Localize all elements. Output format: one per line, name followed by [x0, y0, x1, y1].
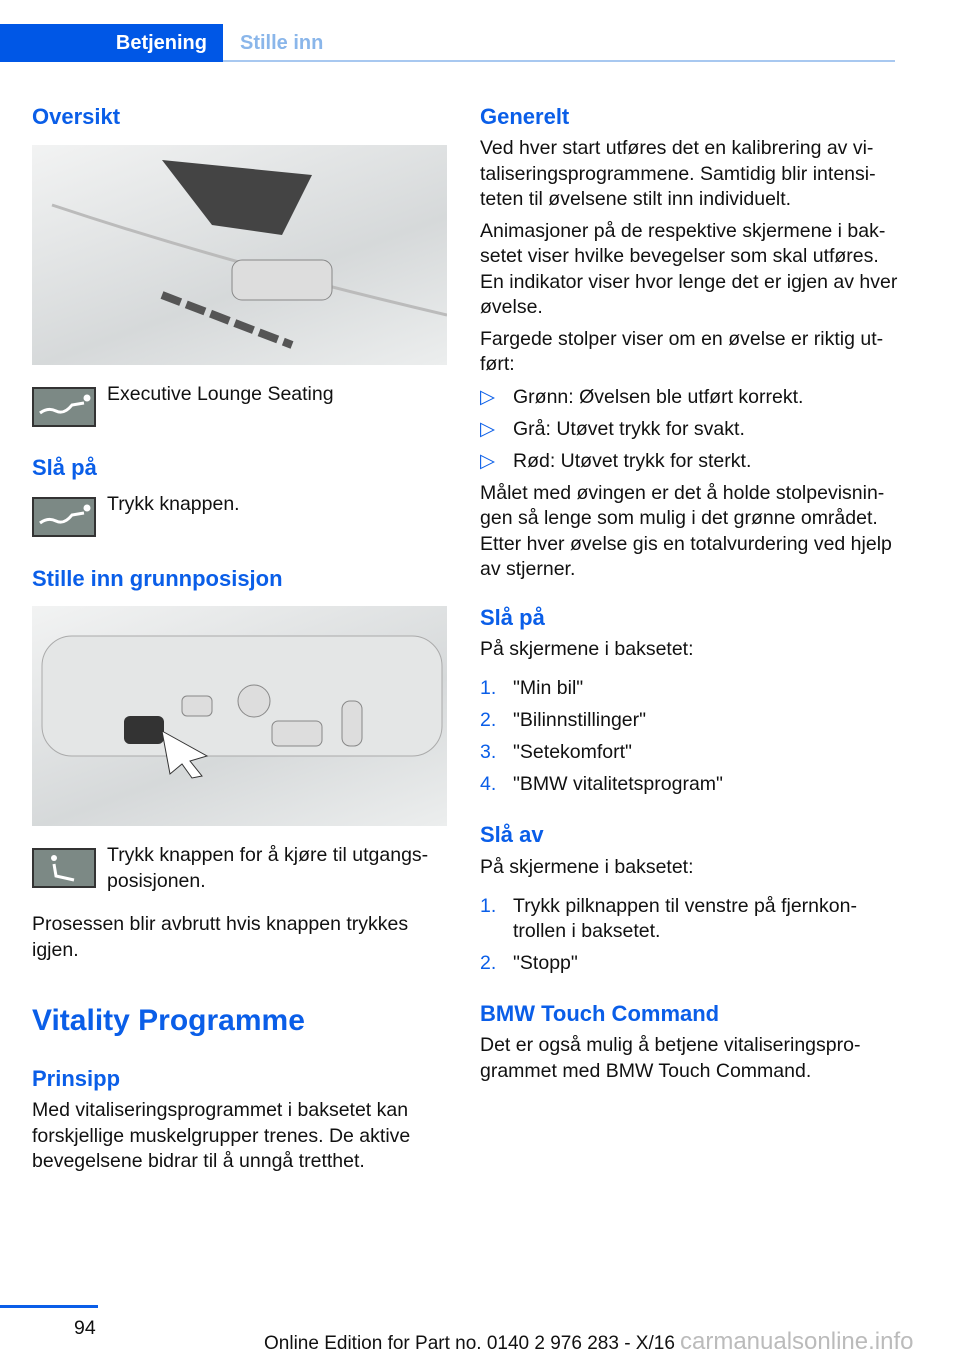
paragraph: Målet med øvingen er det å holde stolpevisnin-gen så lenge som mulig i det grønne området. Etter hver øvelse gis en totalvurdering ved hjelp av stjerner.: [480, 481, 892, 580]
heading-bmw-touch-command: BMW Touch Command: [480, 1001, 720, 1026]
page-number: 94: [74, 1317, 96, 1339]
avbrutt-text: Prosessen blir avbrutt hvis knappen trykkes igjen.: [32, 913, 409, 961]
heading-oversikt: Oversikt: [32, 104, 121, 129]
heading-sla-pa-left: Slå på: [32, 455, 97, 480]
tab-betjening[interactable]: Betjening: [0, 24, 223, 62]
lounge-seating-icon[interactable]: [32, 387, 96, 427]
tab-stille-inn[interactable]: Stille inn: [240, 32, 324, 54]
list-item: 3. "Setekomfort": [480, 740, 632, 763]
paragraph: Animasjoner på de respektive skjermene i bak-setet viser hvilke bevegelser som skal utføres. En indikator viser hvor lenge det er igjen av hver øvelse.: [480, 219, 898, 318]
paragraph: Fargede stolper viser om en øvelse er riktig ut-ført:: [480, 327, 884, 375]
triangle-bullet-icon: ▷: [480, 417, 495, 440]
paragraph: Ved hver start utføres det en kalibrering av vi-taliseringsprogrammene. Samtidig blir intensi-teten til øvelsene stilt inn individuelt.: [480, 137, 876, 210]
list-item: 4. "BMW vitalitetsprogram": [480, 772, 723, 795]
list-item: 1. "Min bil": [480, 676, 584, 699]
header-divider: [223, 60, 895, 62]
list-item: 1. Trykk pilknappen til venstre på fjernkon-trollen i baksetet.: [480, 894, 857, 942]
list-item: ▷ Rød: Utøvet trykk for sterkt.: [480, 449, 898, 475]
list-item: 2. "Stopp": [480, 952, 578, 974]
edition-text: Online Edition for Part no. 0140 2 976 283 - X/16: [264, 1333, 675, 1354]
intro: På skjermene i baksetet:: [480, 638, 694, 660]
door-panel-photo: [32, 145, 447, 365]
triangle-bullet-icon: ▷: [480, 385, 495, 408]
list-item: ▷ Grønn: Øvelsen ble utført korrekt.: [480, 385, 898, 411]
prinsipp-text: Med vitaliseringsprogrammet i baksetet kan forskjellige muskelgrupper trenes. De aktive bevegelsene bidrar til å unngå tretthet.: [32, 1099, 411, 1172]
icon1-label: Executive Lounge Seating: [107, 383, 334, 405]
list-item: ▷ Grå: Utøvet trykk for svakt.: [480, 417, 898, 443]
seat-basic-position-icon[interactable]: [32, 848, 96, 888]
heading-vitality-programme: Vitality Programme: [32, 1004, 305, 1037]
heading-grunnposisjon: Stille inn grunnposisjon: [32, 566, 283, 591]
seat-controls-photo: [32, 606, 447, 826]
list-item: 2. "Bilinnstillinger": [480, 708, 647, 731]
icon2-label: Trykk knappen.: [107, 493, 240, 515]
icon3-label: Trykk knappen for å kjøre til utgangs-posisjonen.: [107, 844, 429, 892]
heading-sla-av: Slå av: [480, 822, 544, 847]
lounge-seating-icon[interactable]: [32, 497, 96, 537]
footer-line: [0, 1305, 98, 1308]
heading-generelt: Generelt: [480, 104, 570, 129]
heading-sla-pa-right: Slå på: [480, 605, 545, 630]
heading-prinsipp: Prinsipp: [32, 1066, 121, 1091]
intro: På skjermene i baksetet:: [480, 856, 694, 878]
triangle-bullet-icon: ▷: [480, 449, 495, 472]
touch-text: Det er også mulig å betjene vitaliseringspro-grammet med BMW Touch Command.: [480, 1034, 861, 1082]
watermark: carmanualsonline.info: [680, 1328, 914, 1355]
